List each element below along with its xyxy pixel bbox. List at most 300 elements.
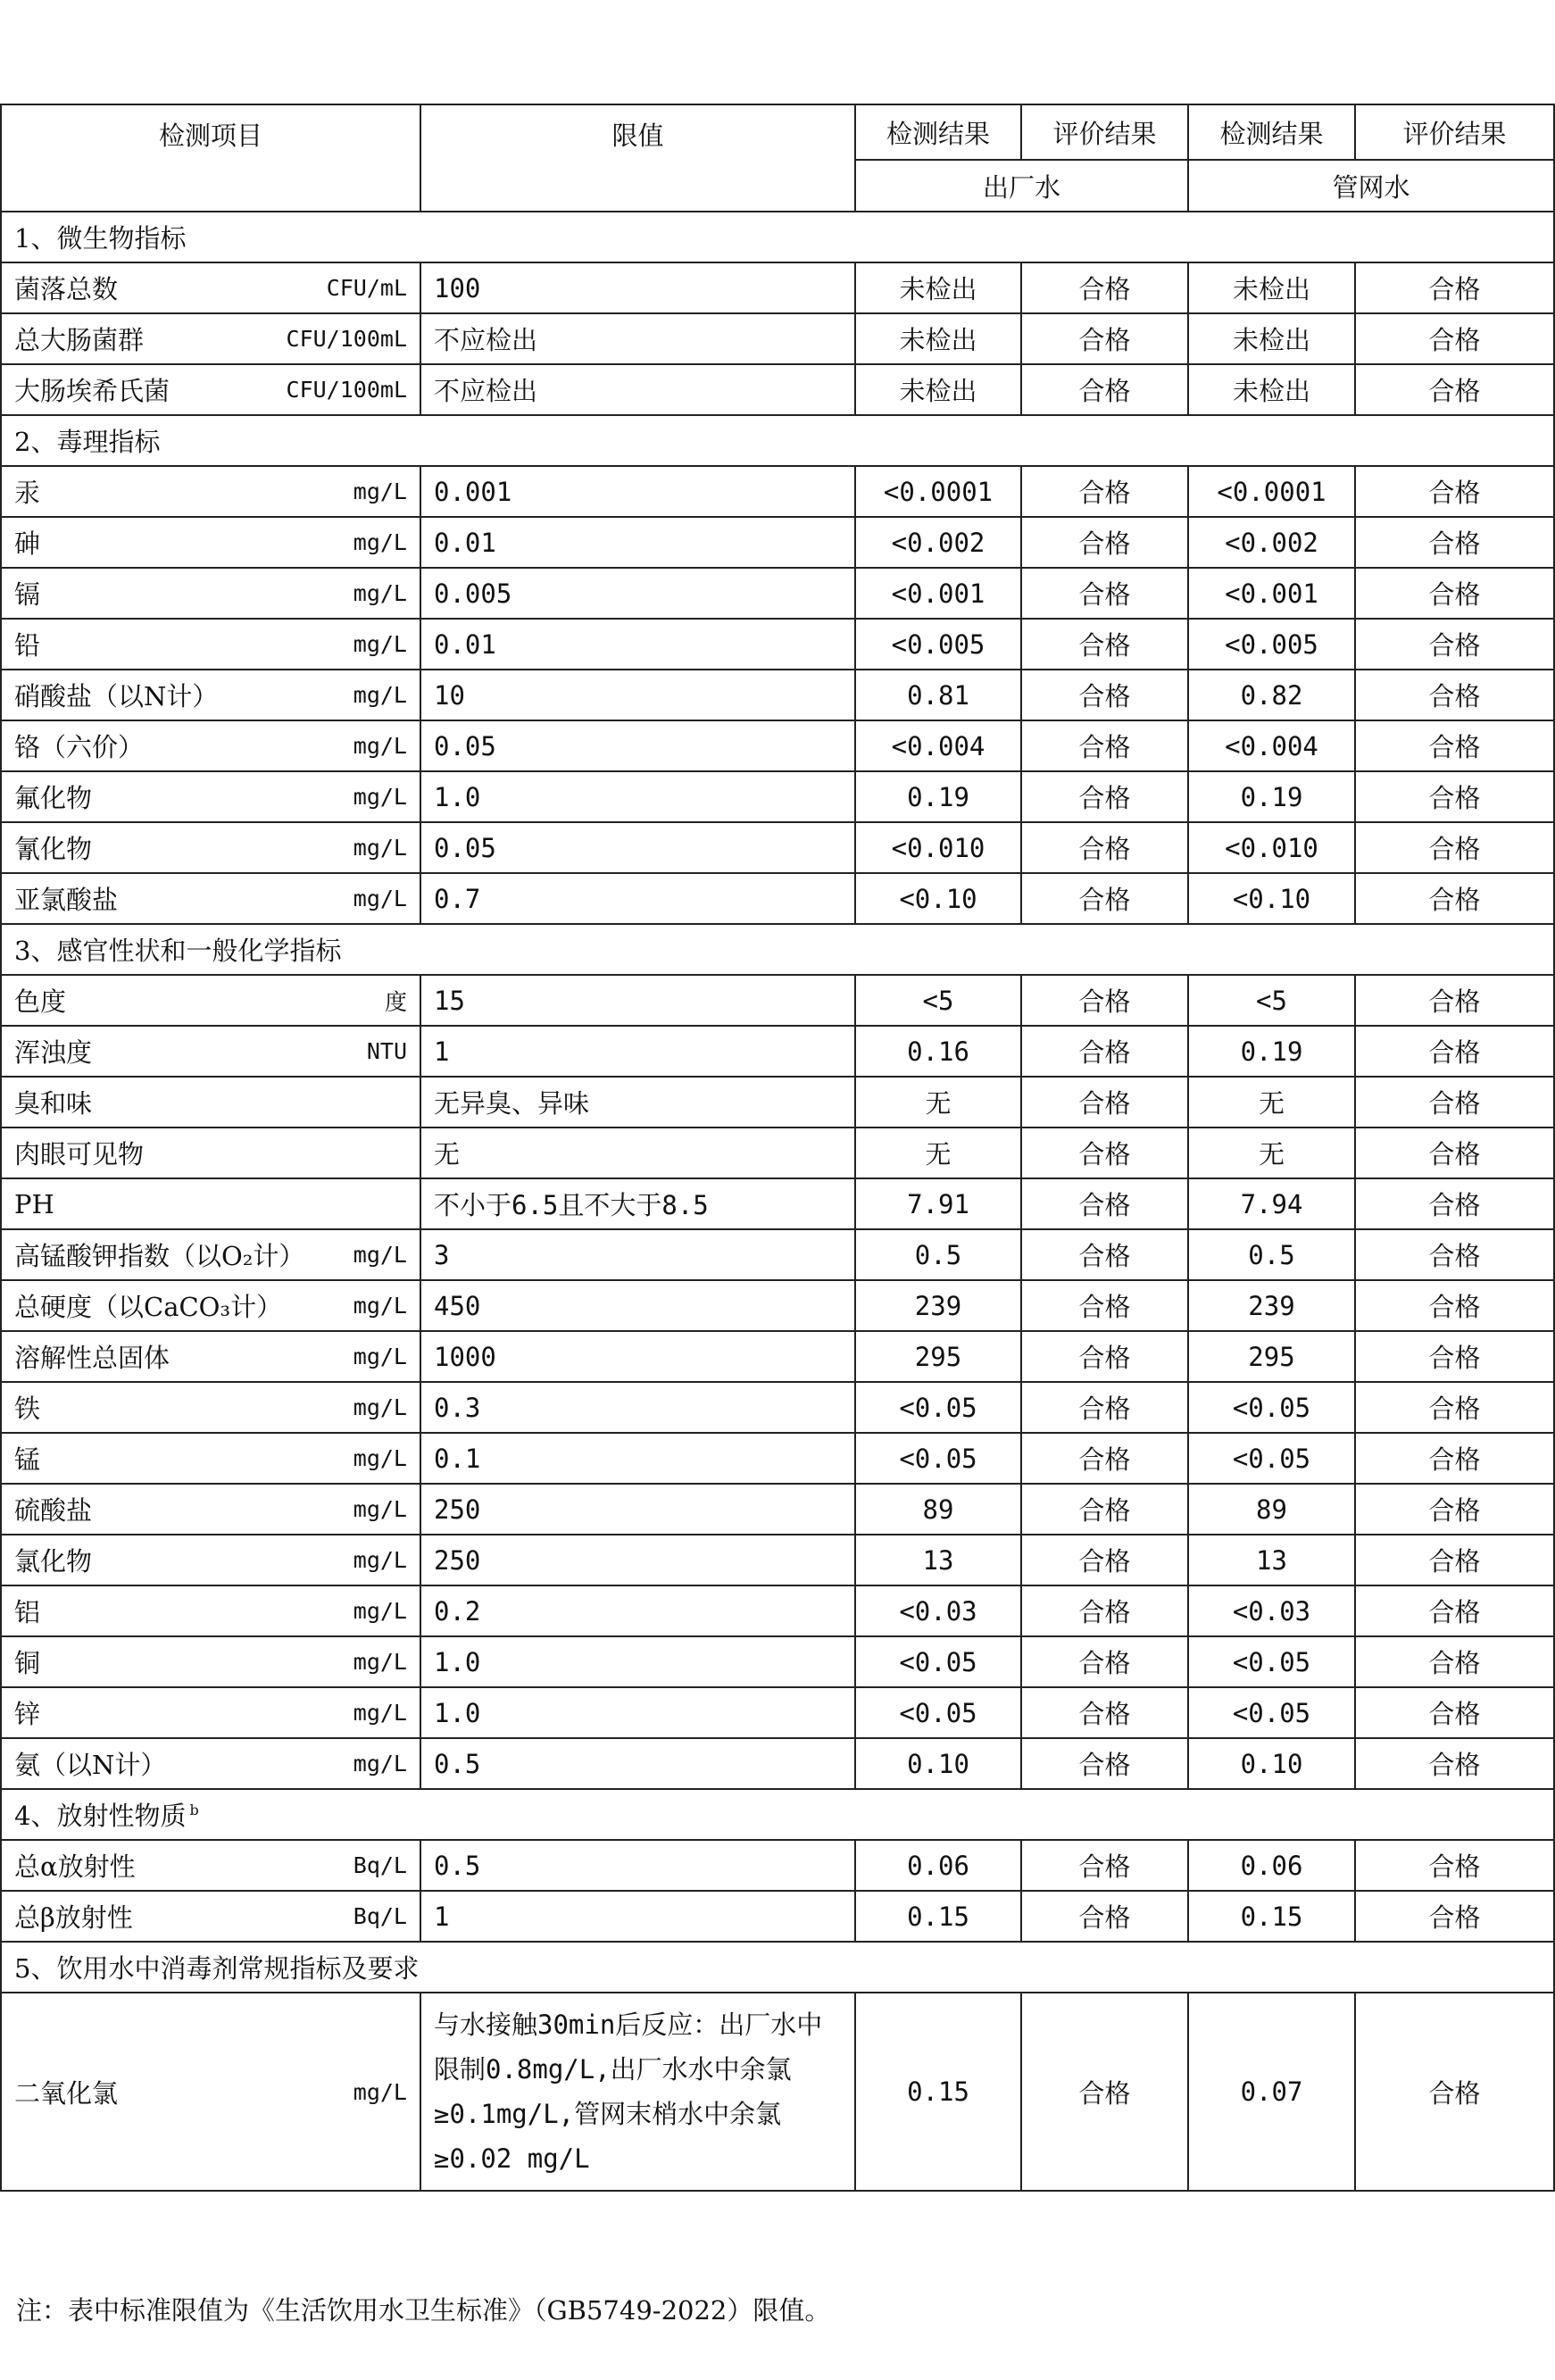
factory-result-cell: <0.001 bbox=[855, 568, 1021, 619]
network-eval-cell: 合格 bbox=[1355, 568, 1554, 619]
item-unit: mg/L bbox=[353, 478, 407, 504]
factory-eval-cell: 合格 bbox=[1021, 873, 1188, 924]
factory-eval-cell: 合格 bbox=[1021, 1585, 1188, 1636]
item-name: 铅 bbox=[14, 630, 41, 661]
section-title bbox=[1, 415, 1554, 466]
network-result-cell: 239 bbox=[1188, 1280, 1355, 1331]
factory-result-cell: <0.05 bbox=[855, 1382, 1021, 1433]
item-name: 溶解性总固体 bbox=[14, 1343, 170, 1373]
factory-eval-cell: 合格 bbox=[1021, 720, 1188, 771]
table-row bbox=[1, 619, 1554, 670]
section-title-text: 4、放射性物质 bbox=[14, 1801, 187, 1831]
header-factory-group: 出厂水 bbox=[855, 160, 1188, 212]
network-eval-cell: 合格 bbox=[1355, 1382, 1554, 1433]
factory-result-cell: <0.004 bbox=[855, 720, 1021, 771]
item-name: 硫酸盐 bbox=[14, 1495, 93, 1526]
factory-eval-cell: 合格 bbox=[1021, 1636, 1188, 1687]
limit-cell: 与水接触30min后反应：出厂水中限制0.8mg/L,出厂水水中余氯≥0.1mg/L,管网末梢水中余氯≥0.02 mg/L bbox=[420, 1993, 855, 2191]
factory-eval-cell: 合格 bbox=[1021, 1331, 1188, 1382]
factory-result-cell: <0.05 bbox=[855, 1636, 1021, 1687]
item-unit: mg/L bbox=[353, 1751, 407, 1777]
item-name: 铝 bbox=[14, 1597, 41, 1627]
item-cell bbox=[1, 1687, 420, 1738]
factory-result-cell: 0.15 bbox=[855, 1993, 1021, 2191]
item-cell bbox=[1, 1280, 420, 1331]
table-row bbox=[1, 364, 1554, 415]
factory-result-cell: 239 bbox=[855, 1280, 1021, 1331]
network-eval-cell: 合格 bbox=[1355, 1840, 1554, 1891]
network-eval-cell: 合格 bbox=[1355, 720, 1554, 771]
item-unit: mg/L bbox=[353, 1242, 407, 1268]
factory-result-cell: <5 bbox=[855, 975, 1021, 1026]
factory-eval-cell: 合格 bbox=[1021, 1993, 1188, 2191]
item-unit: mg/L bbox=[353, 1394, 407, 1420]
section-row bbox=[1, 1942, 1554, 1993]
network-eval-cell: 合格 bbox=[1355, 1891, 1554, 1942]
factory-result-cell: 未检出 bbox=[855, 313, 1021, 364]
item-name: 二氧化氯 bbox=[14, 2077, 119, 2109]
factory-result-cell: <0.010 bbox=[855, 822, 1021, 873]
item-name: 菌落总数 bbox=[14, 274, 119, 304]
network-eval-cell: 合格 bbox=[1355, 364, 1554, 415]
item-cell bbox=[1, 873, 420, 924]
header-network-result: 检测结果 bbox=[1188, 104, 1355, 160]
item-name: 臭和味 bbox=[14, 1088, 93, 1119]
factory-result-cell: 无 bbox=[855, 1128, 1021, 1178]
item-name: 汞 bbox=[14, 478, 41, 508]
item-unit: NTU bbox=[366, 1038, 407, 1064]
footnote: 注：表中标准限值为《生活饮用水卫生标准》（GB5749-2022）限值。 bbox=[16, 2295, 831, 2326]
factory-eval-cell: 合格 bbox=[1021, 1077, 1188, 1128]
item-name: 浑浊度 bbox=[14, 1037, 93, 1068]
item-unit: mg/L bbox=[353, 1700, 407, 1726]
section-title bbox=[1, 924, 1554, 975]
limit-cell: 3 bbox=[420, 1229, 855, 1280]
limit-cell: 250 bbox=[420, 1484, 855, 1535]
item-name: 锌 bbox=[14, 1699, 41, 1729]
factory-result-cell: 0.15 bbox=[855, 1891, 1021, 1942]
factory-result-cell: 未检出 bbox=[855, 364, 1021, 415]
network-result-cell: 295 bbox=[1188, 1331, 1355, 1382]
table-row bbox=[1, 822, 1554, 873]
network-result-cell: 0.06 bbox=[1188, 1840, 1355, 1891]
item-name: 铬（六价） bbox=[14, 732, 145, 762]
network-result-cell: 0.07 bbox=[1188, 1993, 1355, 2191]
factory-eval-cell: 合格 bbox=[1021, 1178, 1188, 1229]
table-row bbox=[1, 1128, 1554, 1178]
network-eval-cell: 合格 bbox=[1355, 822, 1554, 873]
factory-result-cell: <0.05 bbox=[855, 1687, 1021, 1738]
item-name: 氰化物 bbox=[14, 834, 93, 864]
table-row bbox=[1, 1840, 1554, 1891]
section-title-superscript: b bbox=[189, 1802, 199, 1819]
item-name: 铜 bbox=[14, 1648, 41, 1678]
network-eval-cell: 合格 bbox=[1355, 1331, 1554, 1382]
table-row bbox=[1, 1484, 1554, 1535]
item-cell bbox=[1, 568, 420, 619]
limit-cell: 无异臭、异味 bbox=[420, 1077, 855, 1128]
item-name: 锰 bbox=[14, 1444, 41, 1475]
item-cell bbox=[1, 1178, 420, 1229]
network-eval-cell: 合格 bbox=[1355, 517, 1554, 568]
network-eval-cell: 合格 bbox=[1355, 670, 1554, 720]
factory-result-cell: <0.0001 bbox=[855, 466, 1021, 517]
item-cell bbox=[1, 1636, 420, 1687]
factory-result-cell: 0.06 bbox=[855, 1840, 1021, 1891]
item-unit: mg/L bbox=[353, 580, 407, 606]
header-limit: 限值 bbox=[420, 104, 855, 212]
factory-eval-cell: 合格 bbox=[1021, 1840, 1188, 1891]
item-cell bbox=[1, 1891, 420, 1942]
network-result-cell: 0.15 bbox=[1188, 1891, 1355, 1942]
table-row bbox=[1, 313, 1554, 364]
network-eval-cell: 合格 bbox=[1355, 1585, 1554, 1636]
factory-result-cell: 未检出 bbox=[855, 262, 1021, 313]
limit-cell: 1 bbox=[420, 1891, 855, 1942]
factory-eval-cell: 合格 bbox=[1021, 619, 1188, 670]
item-cell bbox=[1, 1993, 420, 2191]
item-unit: mg/L bbox=[353, 1445, 407, 1471]
network-eval-cell: 合格 bbox=[1355, 1280, 1554, 1331]
item-cell bbox=[1, 1077, 420, 1128]
network-result-cell: <0.03 bbox=[1188, 1585, 1355, 1636]
factory-eval-cell: 合格 bbox=[1021, 975, 1188, 1026]
limit-cell: 0.1 bbox=[420, 1433, 855, 1484]
network-result-cell: 未检出 bbox=[1188, 262, 1355, 313]
header-factory-result: 检测结果 bbox=[855, 104, 1021, 160]
section-row bbox=[1, 212, 1554, 262]
network-result-cell: 13 bbox=[1188, 1535, 1355, 1585]
network-eval-cell: 合格 bbox=[1355, 1993, 1554, 2191]
limit-cell: 0.01 bbox=[420, 517, 855, 568]
item-unit: CFU/100mL bbox=[286, 377, 407, 403]
item-name: 氨（以N计） bbox=[14, 1750, 167, 1780]
section-row bbox=[1, 1789, 1554, 1840]
item-cell bbox=[1, 1585, 420, 1636]
water-quality-table bbox=[0, 104, 1555, 2192]
item-unit: 度 bbox=[384, 988, 407, 1015]
factory-result-cell: 89 bbox=[855, 1484, 1021, 1535]
network-result-cell: <0.05 bbox=[1188, 1382, 1355, 1433]
factory-eval-cell: 合格 bbox=[1021, 364, 1188, 415]
table-row bbox=[1, 1585, 1554, 1636]
item-cell bbox=[1, 771, 420, 822]
factory-result-cell: 13 bbox=[855, 1535, 1021, 1585]
network-eval-cell: 合格 bbox=[1355, 1128, 1554, 1178]
network-eval-cell: 合格 bbox=[1355, 1229, 1554, 1280]
item-unit: mg/L bbox=[353, 529, 407, 555]
network-eval-cell: 合格 bbox=[1355, 1077, 1554, 1128]
factory-result-cell: <0.03 bbox=[855, 1585, 1021, 1636]
item-name: 总β放射性 bbox=[14, 1902, 133, 1933]
item-name: 大肠埃希氏菌 bbox=[14, 376, 170, 406]
factory-result-cell: 0.81 bbox=[855, 670, 1021, 720]
item-name: 砷 bbox=[14, 528, 41, 559]
network-result-cell: 0.19 bbox=[1188, 771, 1355, 822]
section-title-text: 5、饮用水中消毒剂常规指标及要求 bbox=[14, 1953, 420, 1984]
limit-cell: 0.001 bbox=[420, 466, 855, 517]
item-cell bbox=[1, 1382, 420, 1433]
factory-eval-cell: 合格 bbox=[1021, 1382, 1188, 1433]
network-eval-cell: 合格 bbox=[1355, 1687, 1554, 1738]
table-row bbox=[1, 1077, 1554, 1128]
network-result-cell: 7.94 bbox=[1188, 1178, 1355, 1229]
factory-eval-cell: 合格 bbox=[1021, 1128, 1188, 1178]
network-result-cell: <0.010 bbox=[1188, 822, 1355, 873]
limit-cell: 450 bbox=[420, 1280, 855, 1331]
item-name: 总α放射性 bbox=[14, 1852, 136, 1882]
item-name: 色度 bbox=[14, 986, 67, 1017]
factory-eval-cell: 合格 bbox=[1021, 517, 1188, 568]
item-cell bbox=[1, 619, 420, 670]
factory-eval-cell: 合格 bbox=[1021, 1433, 1188, 1484]
item-cell bbox=[1, 1738, 420, 1789]
limit-cell: 0.01 bbox=[420, 619, 855, 670]
item-cell bbox=[1, 1535, 420, 1585]
item-unit: mg/L bbox=[353, 682, 407, 708]
item-cell bbox=[1, 466, 420, 517]
item-unit: mg/L bbox=[353, 1496, 407, 1522]
item-unit: CFU/100mL bbox=[286, 326, 407, 352]
limit-cell: 0.7 bbox=[420, 873, 855, 924]
factory-eval-cell: 合格 bbox=[1021, 822, 1188, 873]
limit-cell: 15 bbox=[420, 975, 855, 1026]
limit-cell: 1 bbox=[420, 1026, 855, 1077]
limit-cell: 250 bbox=[420, 1535, 855, 1585]
network-eval-cell: 合格 bbox=[1355, 1535, 1554, 1585]
item-unit: CFU/mL bbox=[326, 275, 407, 301]
table-row bbox=[1, 517, 1554, 568]
item-unit: mg/L bbox=[353, 1293, 407, 1319]
header-network-group: 管网水 bbox=[1188, 160, 1554, 212]
network-result-cell: <0.0001 bbox=[1188, 466, 1355, 517]
table-row bbox=[1, 1178, 1554, 1229]
network-result-cell: <0.004 bbox=[1188, 720, 1355, 771]
network-result-cell: 0.82 bbox=[1188, 670, 1355, 720]
section-title-text: 3、感官性状和一般化学指标 bbox=[14, 936, 342, 966]
limit-cell: 1.0 bbox=[420, 771, 855, 822]
section-title-text: 1、微生物指标 bbox=[14, 223, 187, 254]
limit-cell: 无 bbox=[420, 1128, 855, 1178]
item-cell bbox=[1, 1484, 420, 1535]
item-unit: mg/L bbox=[353, 1649, 407, 1675]
factory-eval-cell: 合格 bbox=[1021, 313, 1188, 364]
network-result-cell: 0.19 bbox=[1188, 1026, 1355, 1077]
network-result-cell: 0.10 bbox=[1188, 1738, 1355, 1789]
factory-eval-cell: 合格 bbox=[1021, 1229, 1188, 1280]
factory-result-cell: 无 bbox=[855, 1077, 1021, 1128]
table-row bbox=[1, 1636, 1554, 1687]
section-title bbox=[1, 1789, 1554, 1840]
factory-eval-cell: 合格 bbox=[1021, 1738, 1188, 1789]
network-eval-cell: 合格 bbox=[1355, 619, 1554, 670]
item-cell bbox=[1, 313, 420, 364]
item-cell bbox=[1, 822, 420, 873]
limit-cell: 0.5 bbox=[420, 1738, 855, 1789]
factory-result-cell: <0.002 bbox=[855, 517, 1021, 568]
item-name: 氟化物 bbox=[14, 783, 93, 813]
item-unit: mg/L bbox=[353, 1598, 407, 1624]
item-name: 高锰酸钾指数（以O₂计） bbox=[14, 1241, 305, 1271]
limit-cell: 10 bbox=[420, 670, 855, 720]
item-cell bbox=[1, 1331, 420, 1382]
factory-result-cell: 0.5 bbox=[855, 1229, 1021, 1280]
item-unit: Bq/L bbox=[353, 1852, 407, 1878]
network-result-cell: 未检出 bbox=[1188, 313, 1355, 364]
factory-eval-cell: 合格 bbox=[1021, 568, 1188, 619]
item-name: 肉眼可见物 bbox=[14, 1139, 145, 1169]
factory-result-cell: 295 bbox=[855, 1331, 1021, 1382]
item-unit: mg/L bbox=[353, 631, 407, 657]
table-row bbox=[1, 1382, 1554, 1433]
item-name: 硝酸盐（以N计） bbox=[14, 681, 219, 712]
factory-eval-cell: 合格 bbox=[1021, 1687, 1188, 1738]
network-eval-cell: 合格 bbox=[1355, 975, 1554, 1026]
network-result-cell: <0.005 bbox=[1188, 619, 1355, 670]
limit-cell: 1000 bbox=[420, 1331, 855, 1382]
factory-result-cell: <0.10 bbox=[855, 873, 1021, 924]
item-unit: mg/L bbox=[353, 784, 407, 810]
table-row bbox=[1, 975, 1554, 1026]
table-row bbox=[1, 1331, 1554, 1382]
network-eval-cell: 合格 bbox=[1355, 1484, 1554, 1535]
network-result-cell: 未检出 bbox=[1188, 364, 1355, 415]
item-name: 氯化物 bbox=[14, 1546, 93, 1577]
factory-eval-cell: 合格 bbox=[1021, 771, 1188, 822]
table-row bbox=[1, 1891, 1554, 1942]
item-name: 铁 bbox=[14, 1394, 41, 1424]
factory-result-cell: <0.005 bbox=[855, 619, 1021, 670]
table-row bbox=[1, 1229, 1554, 1280]
header-network-eval: 评价结果 bbox=[1355, 104, 1554, 160]
limit-cell: 100 bbox=[420, 262, 855, 313]
network-result-cell: 89 bbox=[1188, 1484, 1355, 1535]
item-name: 亚氯酸盐 bbox=[14, 885, 119, 915]
item-name: PH bbox=[14, 1188, 54, 1219]
item-cell bbox=[1, 1433, 420, 1484]
limit-cell: 0.2 bbox=[420, 1585, 855, 1636]
table-row bbox=[1, 466, 1554, 517]
header-item: 检测项目 bbox=[1, 104, 420, 212]
table-row bbox=[1, 262, 1554, 313]
item-name: 镉 bbox=[14, 579, 41, 610]
item-cell bbox=[1, 1128, 420, 1178]
limit-cell: 0.005 bbox=[420, 568, 855, 619]
network-result-cell: <0.10 bbox=[1188, 873, 1355, 924]
network-result-cell: <5 bbox=[1188, 975, 1355, 1026]
factory-eval-cell: 合格 bbox=[1021, 1535, 1188, 1585]
table-header-row bbox=[1, 104, 1554, 160]
limit-cell: 不应检出 bbox=[420, 313, 855, 364]
network-result-cell: <0.001 bbox=[1188, 568, 1355, 619]
network-eval-cell: 合格 bbox=[1355, 1433, 1554, 1484]
table-row bbox=[1, 1687, 1554, 1738]
network-result-cell: 无 bbox=[1188, 1077, 1355, 1128]
factory-eval-cell: 合格 bbox=[1021, 466, 1188, 517]
section-title-text: 2、毒理指标 bbox=[14, 427, 161, 457]
item-unit: mg/L bbox=[353, 733, 407, 759]
network-eval-cell: 合格 bbox=[1355, 466, 1554, 517]
table-row bbox=[1, 670, 1554, 720]
network-eval-cell: 合格 bbox=[1355, 262, 1554, 313]
item-cell bbox=[1, 262, 420, 313]
network-result-cell: 0.5 bbox=[1188, 1229, 1355, 1280]
limit-cell: 1.0 bbox=[420, 1687, 855, 1738]
network-eval-cell: 合格 bbox=[1355, 313, 1554, 364]
item-cell bbox=[1, 364, 420, 415]
limit-cell: 0.05 bbox=[420, 720, 855, 771]
factory-eval-cell: 合格 bbox=[1021, 1891, 1188, 1942]
table-row bbox=[1, 1280, 1554, 1331]
item-unit: Bq/L bbox=[353, 1903, 407, 1929]
factory-eval-cell: 合格 bbox=[1021, 1026, 1188, 1077]
item-cell bbox=[1, 975, 420, 1026]
section-title bbox=[1, 212, 1554, 262]
factory-result-cell: 0.10 bbox=[855, 1738, 1021, 1789]
item-cell bbox=[1, 720, 420, 771]
item-unit: mg/L bbox=[353, 2078, 407, 2105]
item-cell bbox=[1, 517, 420, 568]
table-row bbox=[1, 1738, 1554, 1789]
factory-eval-cell: 合格 bbox=[1021, 1280, 1188, 1331]
limit-cell: 不应检出 bbox=[420, 364, 855, 415]
item-cell bbox=[1, 1026, 420, 1077]
table-row bbox=[1, 720, 1554, 771]
table-row bbox=[1, 1433, 1554, 1484]
factory-result-cell: 0.19 bbox=[855, 771, 1021, 822]
network-eval-cell: 合格 bbox=[1355, 1178, 1554, 1229]
item-name: 总大肠菌群 bbox=[14, 325, 145, 355]
item-name: 总硬度（以CaCO₃计） bbox=[14, 1292, 283, 1322]
item-unit: mg/L bbox=[353, 1344, 407, 1369]
table-row bbox=[1, 873, 1554, 924]
network-eval-cell: 合格 bbox=[1355, 1636, 1554, 1687]
factory-result-cell: <0.05 bbox=[855, 1433, 1021, 1484]
network-result-cell: <0.002 bbox=[1188, 517, 1355, 568]
network-result-cell: 无 bbox=[1188, 1128, 1355, 1178]
limit-cell: 0.05 bbox=[420, 822, 855, 873]
item-cell bbox=[1, 1229, 420, 1280]
table-row bbox=[1, 1993, 1554, 2191]
item-unit: mg/L bbox=[353, 835, 407, 861]
factory-eval-cell: 合格 bbox=[1021, 262, 1188, 313]
item-unit: mg/L bbox=[353, 1547, 407, 1573]
table-row bbox=[1, 771, 1554, 822]
item-cell bbox=[1, 670, 420, 720]
limit-cell: 1.0 bbox=[420, 1636, 855, 1687]
section-title bbox=[1, 1942, 1554, 1993]
limit-cell: 不小于6.5且不大于8.5 bbox=[420, 1178, 855, 1229]
network-eval-cell: 合格 bbox=[1355, 1738, 1554, 1789]
network-result-cell: <0.05 bbox=[1188, 1636, 1355, 1687]
factory-eval-cell: 合格 bbox=[1021, 1484, 1188, 1535]
header-factory-eval: 评价结果 bbox=[1021, 104, 1188, 160]
section-row bbox=[1, 924, 1554, 975]
section-row bbox=[1, 415, 1554, 466]
factory-result-cell: 7.91 bbox=[855, 1178, 1021, 1229]
network-result-cell: <0.05 bbox=[1188, 1687, 1355, 1738]
network-eval-cell: 合格 bbox=[1355, 1026, 1554, 1077]
table-row bbox=[1, 1535, 1554, 1585]
table-row bbox=[1, 568, 1554, 619]
limit-cell: 0.3 bbox=[420, 1382, 855, 1433]
item-cell bbox=[1, 1840, 420, 1891]
item-unit: mg/L bbox=[353, 886, 407, 911]
table-row bbox=[1, 1026, 1554, 1077]
network-eval-cell: 合格 bbox=[1355, 873, 1554, 924]
network-result-cell: <0.05 bbox=[1188, 1433, 1355, 1484]
limit-cell: 0.5 bbox=[420, 1840, 855, 1891]
